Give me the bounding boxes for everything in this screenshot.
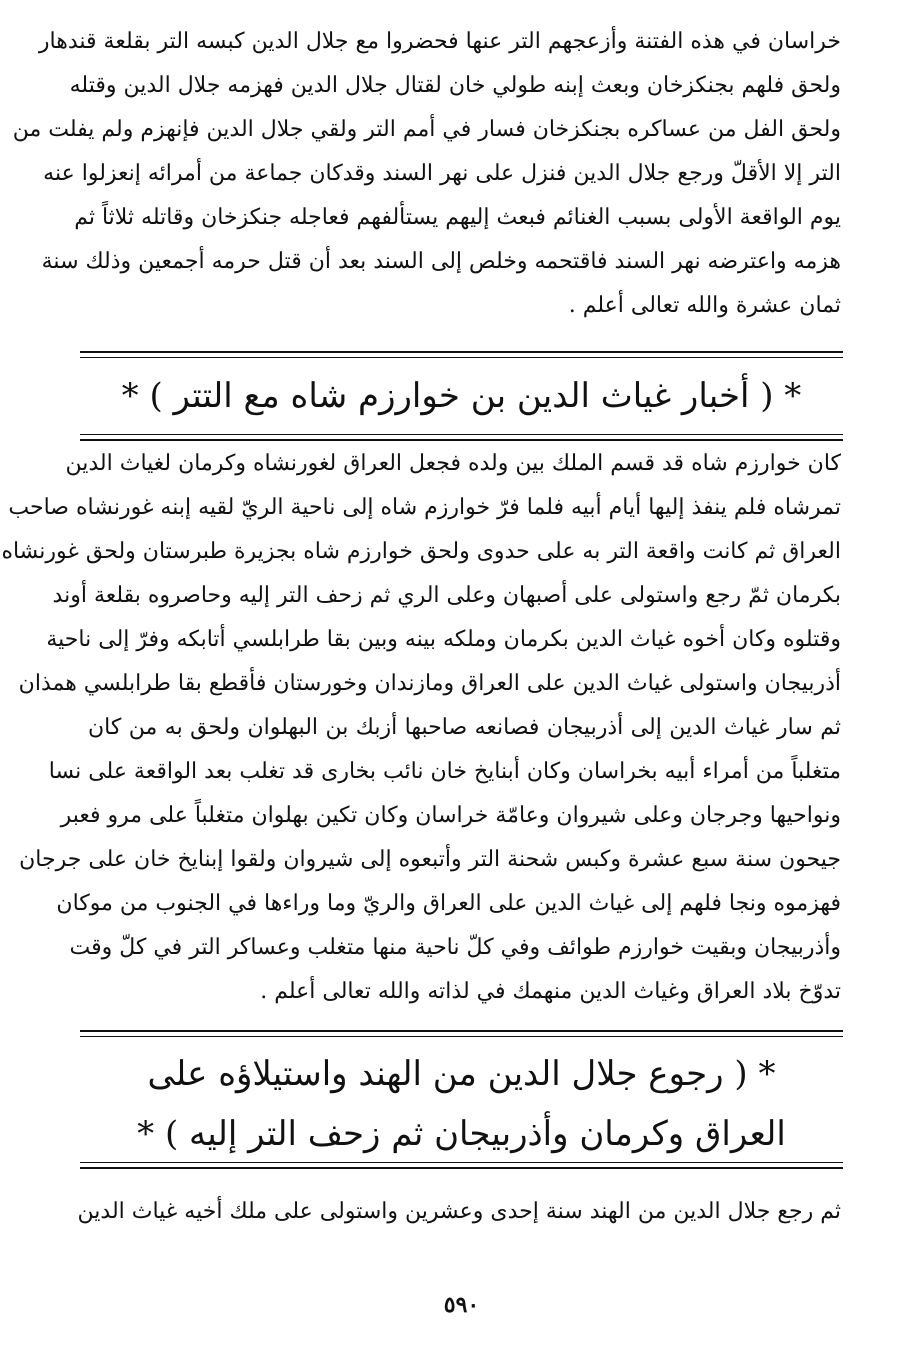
text-line: وأذربيجان وبقيت خوارزم طوائف وفي كلّ ناحية منها متغلب وعساكر التر في كلّ وقت	[69, 935, 841, 960]
heading-line: * ( أخبار غياث الدين بن خوارزم شاه مع التتر ) *	[121, 376, 802, 416]
text-line: العراق ثم كانت واقعة التر به على حدوى ولحق خوارزم شاه بجزيرة طبرستان ولحق غورنشاه	[1, 539, 841, 564]
paragraph-2	[1, 442, 841, 1014]
text-line: ثمان عشرة والله تعالى أعلم .	[568, 293, 841, 318]
section-divider	[80, 1030, 843, 1032]
text-line: بكرمان ثمّ رجع واستولى على أصبهان وعلى الري ثم زحف التر إليه وحاصروه بقلعة أوند	[52, 583, 841, 608]
text-line: تدوّخ بلاد العراق وغياث الدين منهمك في لذاته والله تعالى أعلم .	[260, 979, 841, 1004]
text-line: أذربيجان واستولى غياث الدين على العراق ومازندان وخورستان فأقطع بقا طرابلسي همذان	[18, 671, 841, 696]
section-divider	[80, 1162, 843, 1163]
paragraph-3	[77, 1190, 841, 1234]
text-line: ثم رجع جلال الدين من الهند سنة إحدى وعشرين واستولى على ملك أخيه غياث الدين	[77, 1199, 841, 1224]
section-divider	[80, 434, 843, 435]
text-line: يوم الواقعة الأولى بسبب الغنائم فبعث إليهم يستألفهم فعاجله جنكزخان وقاتله ثلاثاً ثم	[74, 205, 841, 230]
text-line: هزمه واعترضه نهر السند فاقتحمه وخلص إلى السند بعد أن قتل حرمه أجمعين وذلك سنة	[41, 249, 841, 274]
text-line: ثم سار غياث الدين إلى أذربيجان فصانعه صاحبها أزبك بن البهلوان ولحق به من كان	[88, 715, 841, 740]
text-line: تمرشاه فلم ينفذ إليها أيام أبيه فلما فرّ خوارزم شاه إلى ناحية الريّ لقيه إبنه غورنشاه صاحب	[8, 495, 841, 520]
text-line: جيحون سنة سبع عشرة وكبس شحنة التر وأتبعوه إلى شيروان ولقوا إبنايخ خان على جرجان	[19, 847, 841, 872]
paragraph-1	[12, 20, 841, 328]
text-line: خراسان في هذه الفتنة وأزعجهم التر عنها فحضروا مع جلال الدين كبسه التر بقلعة قندهار	[38, 29, 841, 54]
section-heading	[90, 366, 833, 426]
text-line: فهزموه ونجا فلهم إلى غياث الدين على العراق والريّ وما وراءها في الجنوب من موكان	[56, 891, 841, 916]
section-heading	[90, 1044, 833, 1164]
text-line: كان خوارزم شاه قد قسم الملك بين ولده فجعل العراق لغورنشاه وكرمان لغياث الدين	[65, 451, 841, 476]
section-divider	[80, 351, 843, 353]
text-line: ولحق فلهم بجنكزخان وبعث إبنه طولي خان لقتال جلال الدين فهزمه جلال الدين وقتله	[69, 73, 841, 98]
text-line: ولحق الفل من عساكره بجنكزخان فسار في أمم التر ولقي جلال الدين فإنهزم ولم يفلت من	[12, 117, 841, 142]
text-line: ونواحيها وجرجان وعلى شيروان وعامّة خراسان وكان تكين بهلوان متغلباً على مرو فعبر	[60, 803, 841, 828]
text-line: متغلباً من أمراء أبيه بخراسان وكان أبنايخ خان نائب بخارى قد تغلب بعد الواقعة على نسا	[48, 759, 841, 784]
heading-line: العراق وكرمان وأذربيجان ثم زحف التر إليه ) *	[137, 1114, 786, 1154]
text-line: التر إلا الأقلّ ورجع جلال الدين فنزل على نهر السند وقدكان جماعة من أمرائه إنعزلوا عنه	[43, 161, 841, 186]
page-number: ٥٩٠	[443, 1292, 480, 1318]
text-line: وقتلوه وكان أخوه غياث الدين بكرمان وملكه بينه وبين بقا طرابلسي أتابكه وفرّ إلى ناحية	[46, 627, 841, 652]
heading-line: * ( رجوع جلال الدين من الهند واستيلاؤه على	[147, 1054, 776, 1094]
